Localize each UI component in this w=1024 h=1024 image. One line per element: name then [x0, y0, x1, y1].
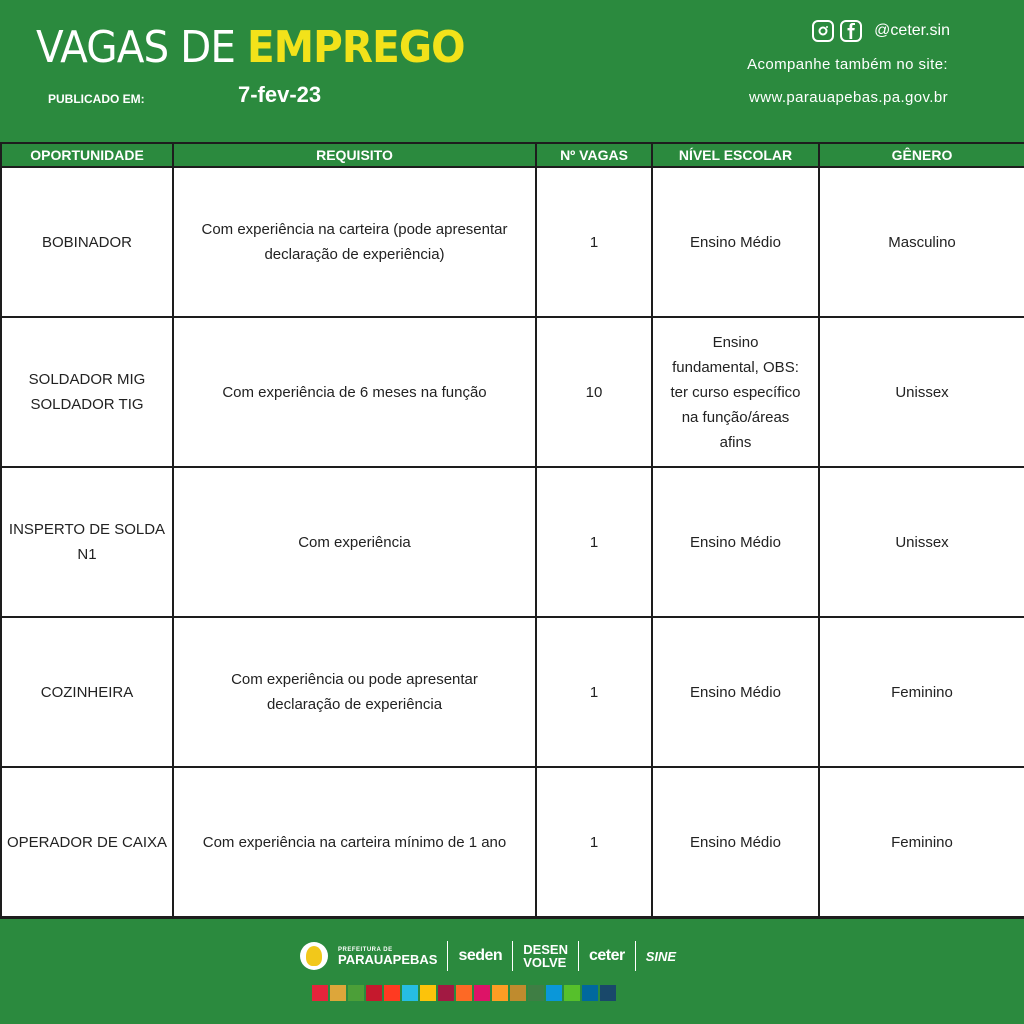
cell-requisito: [173, 767, 536, 917]
sdg-goal-icon: [420, 985, 436, 1001]
cell-line: Com experiência na carteira mínimo de 1 ano: [202, 833, 507, 851]
cell-line: na função/áreas: [681, 408, 790, 426]
cell-nivel: [652, 317, 819, 467]
cell-genero: Masculino: [819, 167, 1024, 317]
cell-line: SOLDADOR MIG: [28, 371, 146, 388]
title-bold: EMPREGO: [247, 22, 465, 73]
table-row: [1, 617, 1024, 767]
jobs-table: [0, 142, 1024, 918]
cell-vagas: 10: [536, 317, 652, 467]
cell-line: declaração de experiência): [264, 246, 445, 263]
logo-divider: [635, 941, 636, 971]
table-header-row: [1, 143, 1024, 167]
sdg-goal-icon: [456, 985, 472, 1001]
sdg-goal-icon: [600, 985, 616, 1001]
cell-line: Ensino Médio: [690, 833, 781, 851]
prefeitura-name: PARAUAPEBAS: [338, 951, 438, 967]
cell-requisito: [173, 617, 536, 767]
sine-logo: SINE: [645, 948, 677, 964]
sdg-goal-icon: [474, 985, 490, 1001]
site-text: Acompanhe também no site:: [747, 56, 948, 73]
cell-nivel: [652, 617, 819, 767]
sdg-goal-icon: [384, 985, 400, 1001]
cell-line: Ensino Médio: [690, 533, 781, 551]
cell-oportunidade: [1, 317, 173, 467]
sdg-goal-icon: [330, 985, 346, 1001]
table-row: [1, 767, 1024, 917]
site-url[interactable]: www.parauapebas.pa.gov.br: [748, 89, 948, 106]
cell-line: Com experiência na carteira (pode apresentar: [201, 221, 508, 238]
cell-line: Ensino Médio: [690, 233, 781, 251]
cell-genero: Unissex: [819, 317, 1024, 467]
sdg-goal-icon: [564, 985, 580, 1001]
cell-line: afins: [719, 433, 752, 451]
cell-oportunidade: [1, 767, 173, 917]
sdg-goal-icon: [366, 985, 382, 1001]
table-row: [1, 467, 1024, 617]
cell-line: fundamental, OBS:: [672, 358, 799, 376]
logo-divider: [578, 941, 579, 971]
col-header-nivel: NÍVEL ESCOLAR: [652, 143, 819, 167]
desenvolve-line1: DESEN: [523, 942, 568, 957]
instagram-icon[interactable]: [812, 20, 834, 42]
col-header-genero: GÊNERO: [819, 143, 1024, 167]
logo-divider: [447, 941, 448, 971]
desenvolve-line2: VOLVE: [523, 955, 567, 970]
cell-vagas: 1: [536, 167, 652, 317]
title-light: VAGAS DE: [36, 22, 236, 73]
cell-line: COZINHEIRA: [40, 683, 134, 701]
sdg-goal-icon: [546, 985, 562, 1001]
cell-line: SOLDADOR TIG: [30, 396, 144, 413]
cell-line: Com experiência: [298, 533, 411, 551]
cell-genero: Unissex: [819, 467, 1024, 617]
cell-line: Com experiência de 6 meses na função: [222, 383, 487, 401]
cell-vagas: 1: [536, 467, 652, 617]
cell-line: declaração de experiência: [266, 696, 443, 713]
page-title: [36, 22, 465, 73]
cell-vagas: 1: [536, 767, 652, 917]
sdg-icons-row: [312, 985, 616, 1001]
table-row: [1, 167, 1024, 317]
seden-logo: seden: [458, 947, 503, 964]
social-handle[interactable]: @ceter.sin: [874, 22, 950, 39]
cell-vagas: 1: [536, 617, 652, 767]
cell-oportunidade: [1, 467, 173, 617]
sdg-goal-icon: [492, 985, 508, 1001]
header-banner: [0, 0, 1024, 142]
cell-oportunidade: [1, 167, 173, 317]
cell-line: BOBINADOR: [41, 233, 132, 251]
logo-divider: [512, 941, 513, 971]
sdg-goal-icon: [582, 985, 598, 1001]
desenvolve-logo: [523, 943, 568, 969]
cell-requisito: [173, 167, 536, 317]
sdg-goal-icon: [348, 985, 364, 1001]
cell-line: Ensino: [712, 333, 759, 351]
cell-line: N1: [77, 546, 97, 563]
cell-nivel: [652, 167, 819, 317]
published-label: PUBLICADO EM:: [48, 92, 145, 106]
cell-nivel: [652, 767, 819, 917]
cell-nivel: [652, 467, 819, 617]
cell-oportunidade: [1, 617, 173, 767]
cell-line: INSPERTO DE SOLDA: [8, 521, 166, 538]
sdg-goal-icon: [312, 985, 328, 1001]
cell-line: ter curso específico: [670, 383, 801, 401]
cell-requisito: [173, 467, 536, 617]
cell-line: Com experiência ou pode apresentar: [231, 671, 478, 688]
facebook-icon[interactable]: [840, 20, 862, 42]
col-header-vagas: Nº VAGAS: [536, 143, 652, 167]
cell-line: Ensino Médio: [690, 683, 781, 701]
social-row: [812, 20, 950, 42]
prefeitura-logo: [338, 947, 437, 966]
footer-banner: [0, 917, 1024, 1024]
table-row: [1, 317, 1024, 467]
cell-requisito: [173, 317, 536, 467]
col-header-oportunidade: OPORTUNIDADE: [1, 143, 173, 167]
cell-genero: Feminino: [819, 767, 1024, 917]
col-header-requisito: REQUISITO: [173, 143, 536, 167]
parauapebas-emblem-icon: [300, 942, 328, 970]
sdg-goal-icon: [438, 985, 454, 1001]
sdg-goal-icon: [528, 985, 544, 1001]
sdg-goal-icon: [402, 985, 418, 1001]
published-date: 7-fev-23: [238, 82, 322, 107]
ceter-logo: ceter: [588, 947, 625, 964]
cell-line: OPERADOR DE CAIXA: [6, 833, 168, 851]
prefeitura-small: PREFEITURA DE: [338, 946, 393, 953]
sdg-goal-icon: [510, 985, 526, 1001]
cell-genero: Feminino: [819, 617, 1024, 767]
partner-logos: [300, 941, 676, 971]
